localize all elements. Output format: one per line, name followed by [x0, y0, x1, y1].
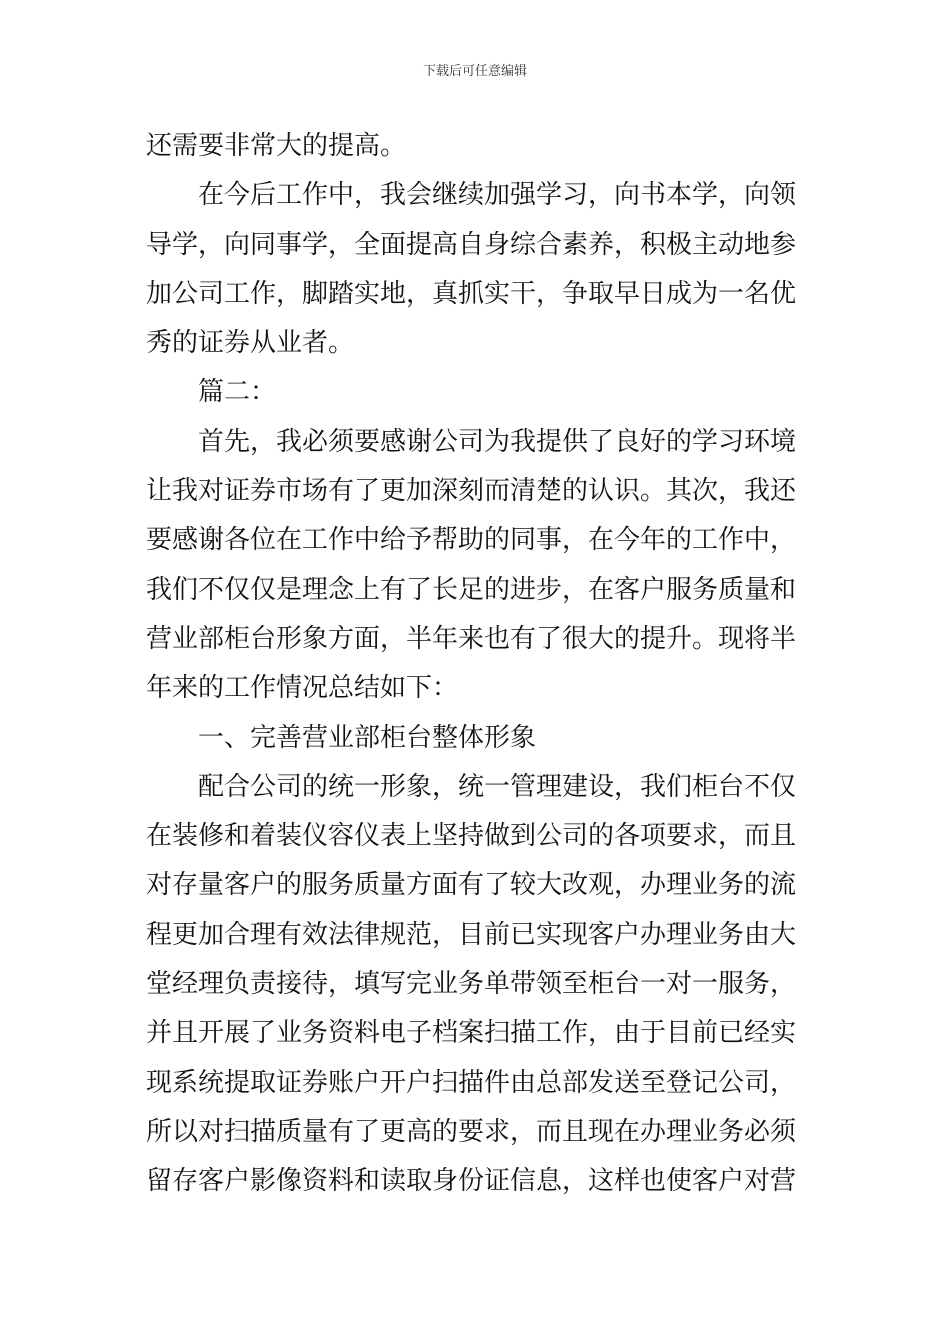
text-line: 要感谢各位在工作中给予帮助的同事，在今年的工作中， [146, 525, 797, 556]
text-line: 年来的工作情况总结如下： [146, 673, 459, 704]
text-line: 我们不仅仅是理念上有了长足的进步，在客户服务质量和 [146, 574, 797, 605]
text-line: 并且开展了业务资料电子档案扫描工作，由于目前已经实 [146, 1018, 797, 1049]
text-line: 对存量客户的服务质量方面有了较大改观，办理业务的流 [146, 870, 797, 901]
text-line: 堂经理负责接待，填写完业务单带领至柜台一对一服务， [146, 969, 797, 1000]
text-line: 在装修和着装仪容仪表上坚持做到公司的各项要求，而且 [146, 821, 797, 852]
text-line: 在今后工作中，我会继续加强学习，向书本学，向领 [198, 180, 797, 211]
text-line: 程更加合理有效法律规范，目前已实现客户办理业务由大 [146, 919, 797, 950]
text-line: 配合公司的统一形象，统一管理建设，我们柜台不仅 [198, 771, 797, 802]
text-line: 让我对证券市场有了更加深刻而清楚的认识。其次，我还 [146, 476, 797, 507]
text-line: 导学，向同事学，全面提高自身综合素养，积极主动地参 [146, 229, 797, 260]
text-line: 还需要非常大的提高。 [146, 131, 407, 161]
subsection-heading: 一、完善营业部柜台整体形象 [198, 722, 537, 753]
section-heading: 篇二： [198, 377, 277, 408]
text-line: 秀的证券从业者。 [146, 328, 355, 359]
document-body [146, 122, 810, 1207]
text-line: 加公司工作，脚踏实地，真抓实干，争取早日成为一名优 [146, 278, 797, 309]
text-line: 现系统提取证券账户开户扫描件由总部发送至登记公司， [146, 1067, 797, 1098]
page-header: 下载后可任意编辑 [422, 64, 527, 79]
text-line: 首先，我必须要感谢公司为我提供了良好的学习环境 [198, 426, 797, 457]
text-line: 所以对扫描质量有了更高的要求，而且现在办理业务必须 [146, 1116, 797, 1147]
text-line: 留存客户影像资料和读取身份证信息，这样也使客户对营 [146, 1166, 797, 1197]
text-line: 营业部柜台形象方面，半年来也有了很大的提升。现将半 [146, 623, 797, 654]
